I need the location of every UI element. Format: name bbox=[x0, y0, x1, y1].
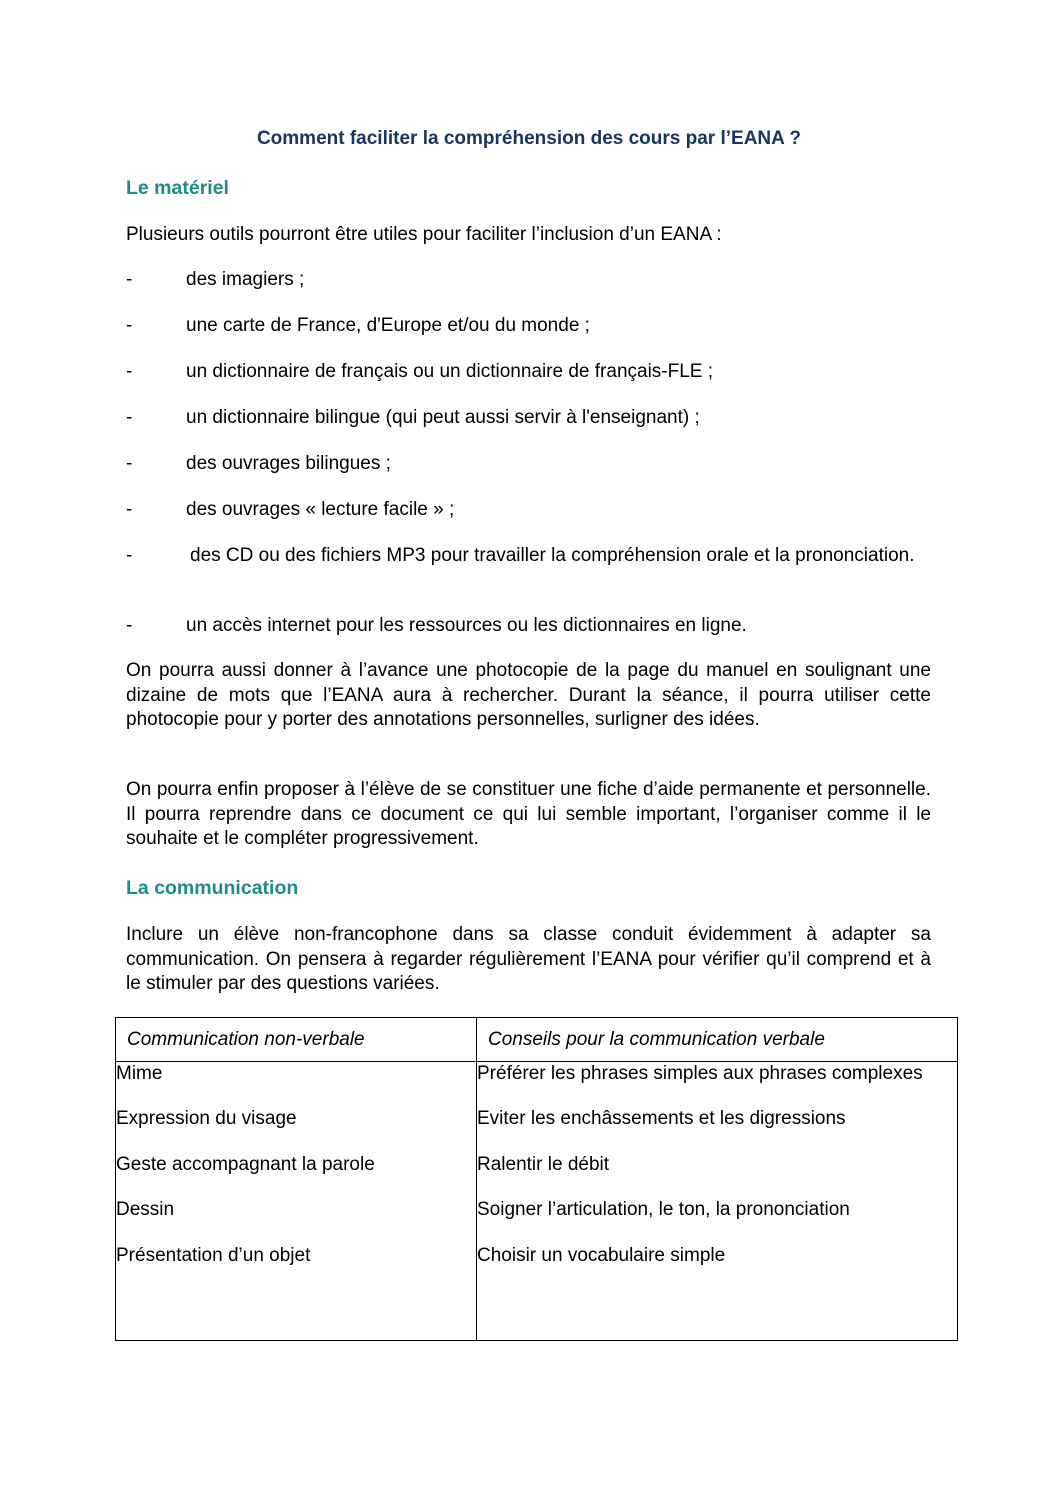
intro-paragraph: Plusieurs outils pourront être utiles pour faciliter l’inclusion d’un EANA : bbox=[126, 224, 722, 245]
bullet-marker: - bbox=[126, 407, 133, 428]
bullet-marker: - bbox=[126, 545, 133, 566]
header-verbale: Conseils pour la communication verbale bbox=[488, 1029, 825, 1050]
table-header-cell bbox=[116, 1018, 477, 1062]
list-item: Expression du visage bbox=[116, 1108, 297, 1130]
list-item-text: des ouvrages bilingues ; bbox=[186, 453, 391, 474]
communication-table bbox=[115, 1017, 958, 1341]
list-item bbox=[126, 544, 931, 568]
paragraph-fiche-aide: On pourra enfin proposer à l’élève de se constituer une fiche d’aide permanente et personnelle. Il pourra reprendre dans ce document ce qui lui semble important, l’organiser comme il le souhaite et le compléter progressivement. bbox=[126, 779, 931, 849]
bullet-marker: - bbox=[126, 615, 133, 636]
list-item-text: des ouvrages « lecture facile » ; bbox=[186, 499, 455, 520]
list-item-text: des CD ou des fichiers MP3 pour travailler la compréhension orale et la prononciation. bbox=[190, 545, 915, 566]
list-item: Mime bbox=[116, 1062, 163, 1084]
list-item: Soigner l’articulation, le ton, la prononciation bbox=[477, 1199, 850, 1221]
bullet-marker: - bbox=[126, 499, 133, 520]
header-non-verbale: Communication non-verbale bbox=[127, 1029, 365, 1050]
list-item-text: une carte de France, d'Europe et/ou du monde ; bbox=[186, 315, 590, 336]
paragraph-photocopie: On pourra aussi donner à l’avance une photocopie de la page du manuel en soulignant une dizaine de mots que l’EANA aura à rechercher. Durant la séance, il pourra utiliser cette photocopie pour y porter des annotations personnelles, surligner des idées. bbox=[126, 660, 931, 730]
list-item-text: un accès internet pour les ressources ou les dictionnaires en ligne. bbox=[186, 615, 747, 636]
list-item: Eviter les enchâssements et les digressions bbox=[477, 1108, 846, 1130]
list-item: Présentation d’un objet bbox=[116, 1244, 311, 1266]
table-row bbox=[116, 1061, 958, 1340]
paragraph-communication: Inclure un élève non-francophone dans sa classe conduit évidemment à adapter sa communication. On pensera à regarder régulièrement l’EANA pour vérifier qu’il comprend et à le stimuler par des questions variées. bbox=[126, 924, 931, 994]
bullet-marker: - bbox=[126, 315, 133, 336]
list-item-text: un dictionnaire bilingue (qui peut aussi servir à l'enseignant) ; bbox=[186, 407, 700, 428]
list-item-text: un dictionnaire de français ou un dictionnaire de français-FLE ; bbox=[186, 361, 714, 382]
list-item: Ralentir le débit bbox=[477, 1153, 610, 1175]
table-header-cell bbox=[477, 1018, 958, 1062]
table-cell bbox=[477, 1061, 958, 1340]
list-item: Geste accompagnant la parole bbox=[116, 1153, 375, 1175]
table-header-row bbox=[116, 1018, 958, 1062]
list-item: Choisir un vocabulaire simple bbox=[477, 1244, 726, 1266]
bullet-marker: - bbox=[126, 361, 133, 382]
bullet-marker: - bbox=[126, 453, 133, 474]
list-item: Préférer les phrases simples aux phrases complexes bbox=[477, 1062, 923, 1084]
section-heading-materiel: Le matériel bbox=[126, 177, 229, 199]
list-item-text: des imagiers ; bbox=[186, 269, 305, 290]
section-heading-communication: La communication bbox=[126, 877, 299, 899]
list-item: Dessin bbox=[116, 1199, 175, 1221]
bullet-marker: - bbox=[126, 269, 133, 290]
page-title: Comment faciliter la compréhension des cours par l’EANA ? bbox=[256, 128, 802, 149]
table-cell bbox=[116, 1061, 477, 1340]
